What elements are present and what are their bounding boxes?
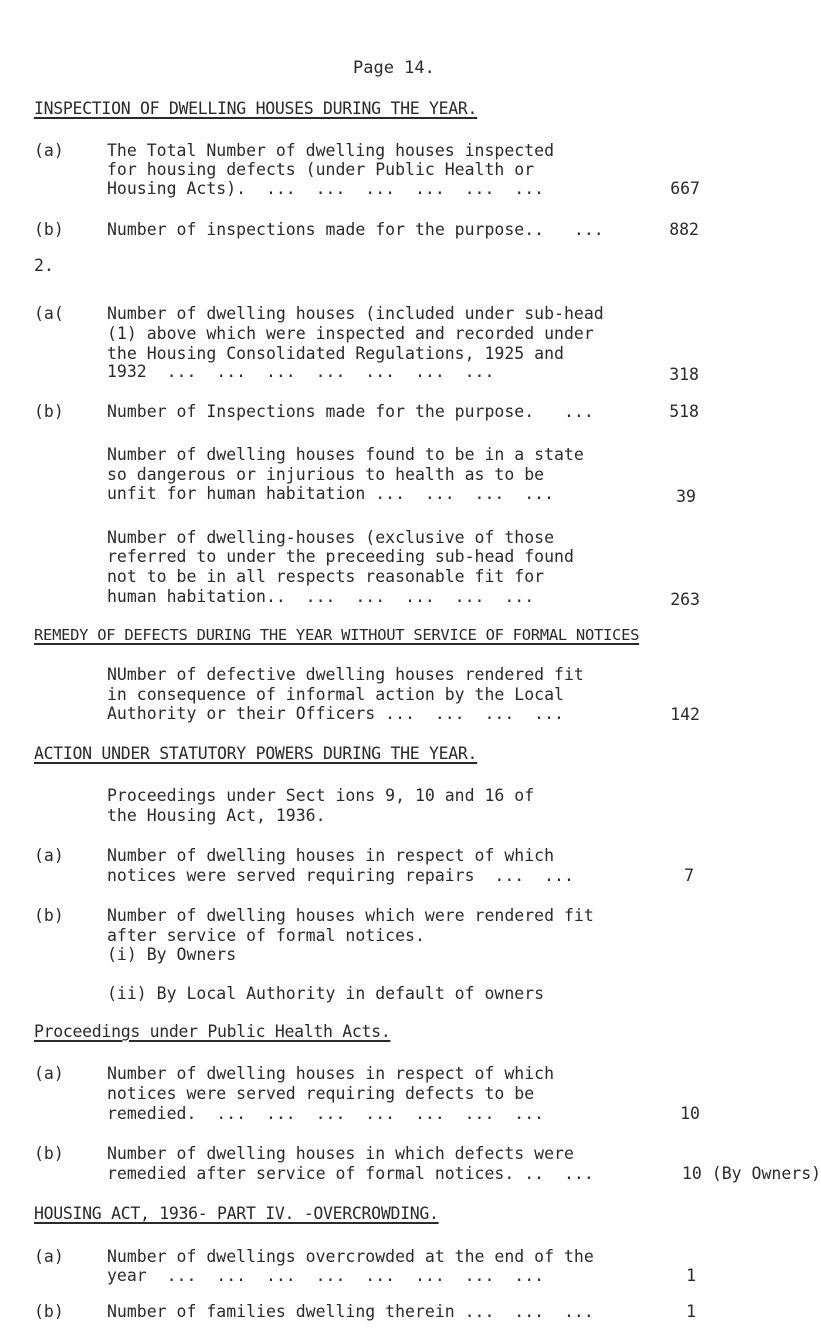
text-2d-line1: Number of dwelling-houses (exclusive of those [107,528,555,547]
text-4a-line1: Number of dwelling houses in respect of which [107,846,555,865]
text-1a-line2: for housing defects (under Public Health or [107,160,535,179]
text-2a-line1: Number of dwelling houses (included under sub-head [107,304,604,323]
text-2c-line1: Number of dwelling houses found to be in a state [107,445,584,464]
value-2d: 263 [670,590,700,609]
label-2a: (a( [34,304,64,323]
value-5b: 10 (By Owners) [682,1164,821,1183]
text-2a-line4: 1932 ... ... ... ... ... ... ... [107,362,495,381]
text-5b-line1: Number of dwelling houses in which defects were [107,1144,574,1163]
text-4b-line2: after service of formal notices. [107,926,425,945]
text-4a-line2: notices were served requiring repairs ... ... [107,866,574,885]
text-1b: Number of inspections made for the purpose.. ... [107,220,604,239]
value-6a: 1 [686,1266,696,1285]
text-2b: Number of Inspections made for the purpose. ... [107,402,594,421]
text-3-line1: NUmber of defective dwelling houses rendered fit [107,665,584,684]
heading-statutory-powers: ACTION UNDER STATUTORY POWERS DURING THE YEAR. [34,744,478,763]
value-1b: 882 [669,220,699,239]
text-2d-line2: referred to under the preceeding sub-head found [107,547,574,566]
label-2b: (b) [34,402,64,421]
text-2d-line3: not to be in all respects reasonable fit for [107,567,545,586]
text-3-line2: in consequence of informal action by the Local [107,685,564,704]
text-3-line3: Authority or their Officers ... ... ... ... [107,704,564,723]
label-6b: (b) [34,1302,64,1321]
text-5b-line2: remedied after service of formal notices. .. ... [107,1164,594,1183]
value-1a: 667 [670,179,700,198]
text-2a-line2: (1) above which were inspected and recorded under [107,324,594,343]
text-5a-line3: remedied. ... ... ... ... ... ... ... [107,1104,545,1123]
label-4a: (a) [34,846,64,865]
value-2b: 518 [669,402,699,421]
text-2d-line4: human habitation.. ... ... ... ... ... [107,587,535,606]
label-4b: (b) [34,906,64,925]
label-5b: (b) [34,1144,64,1163]
value-2c: 39 [676,487,696,506]
value-5a: 10 [680,1104,700,1123]
label-6a: (a) [34,1247,64,1266]
text-5a-line1: Number of dwelling houses in respect of which [107,1064,555,1083]
heading-remedy-of-defects: REMEDY OF DEFECTS DURING THE YEAR WITHOUT SERVICE OF FORMAL NOTICES [34,626,640,644]
section-2-number: 2. [34,256,54,275]
text-6a-line1: Number of dwellings overcrowded at the end of the [107,1247,594,1266]
text-4-intro-line1: Proceedings under Sect ions 9, 10 and 16 of [107,786,535,805]
value-6b: 1 [686,1302,696,1321]
text-1a-line3: Housing Acts). ... ... ... ... ... ... [107,179,545,198]
text-6a-line2: year ... ... ... ... ... ... ... ... [107,1266,545,1285]
text-2c-line3: unfit for human habitation ... ... ... ... [107,484,555,503]
text-6b: Number of families dwelling therein ... ... ... [107,1302,594,1321]
label-5a: (a) [34,1064,64,1083]
text-2a-line3: the Housing Consolidated Regulations, 1925 and [107,344,564,363]
text-4-intro-line2: the Housing Act, 1936. [107,806,326,825]
value-3: 142 [670,705,700,724]
heading-public-health-acts: Proceedings under Public Health Acts. [34,1022,391,1041]
text-1a-line1: The Total Number of dwelling houses inspected [107,141,555,160]
page-number: Page 14. [353,58,435,78]
label-1a: (a) [34,141,64,160]
heading-inspection: INSPECTION OF DWELLING HOUSES DURING THE YEAR. [34,99,478,118]
value-4a: 7 [684,866,694,885]
text-4b-i: (i) By Owners [107,945,237,964]
text-2c-line2: so dangerous or injurious to health as to be [107,465,545,484]
text-4b-line1: Number of dwelling houses which were rendered fit [107,906,594,925]
value-2a: 318 [669,365,699,384]
heading-overcrowding: HOUSING ACT, 1936- PART IV. -OVERCROWDING. [34,1204,439,1223]
text-5a-line2: notices were served requiring defects to be [107,1084,535,1103]
text-4b-ii: (ii) By Local Authority in default of owners [107,984,545,1003]
label-1b: (b) [34,220,64,239]
